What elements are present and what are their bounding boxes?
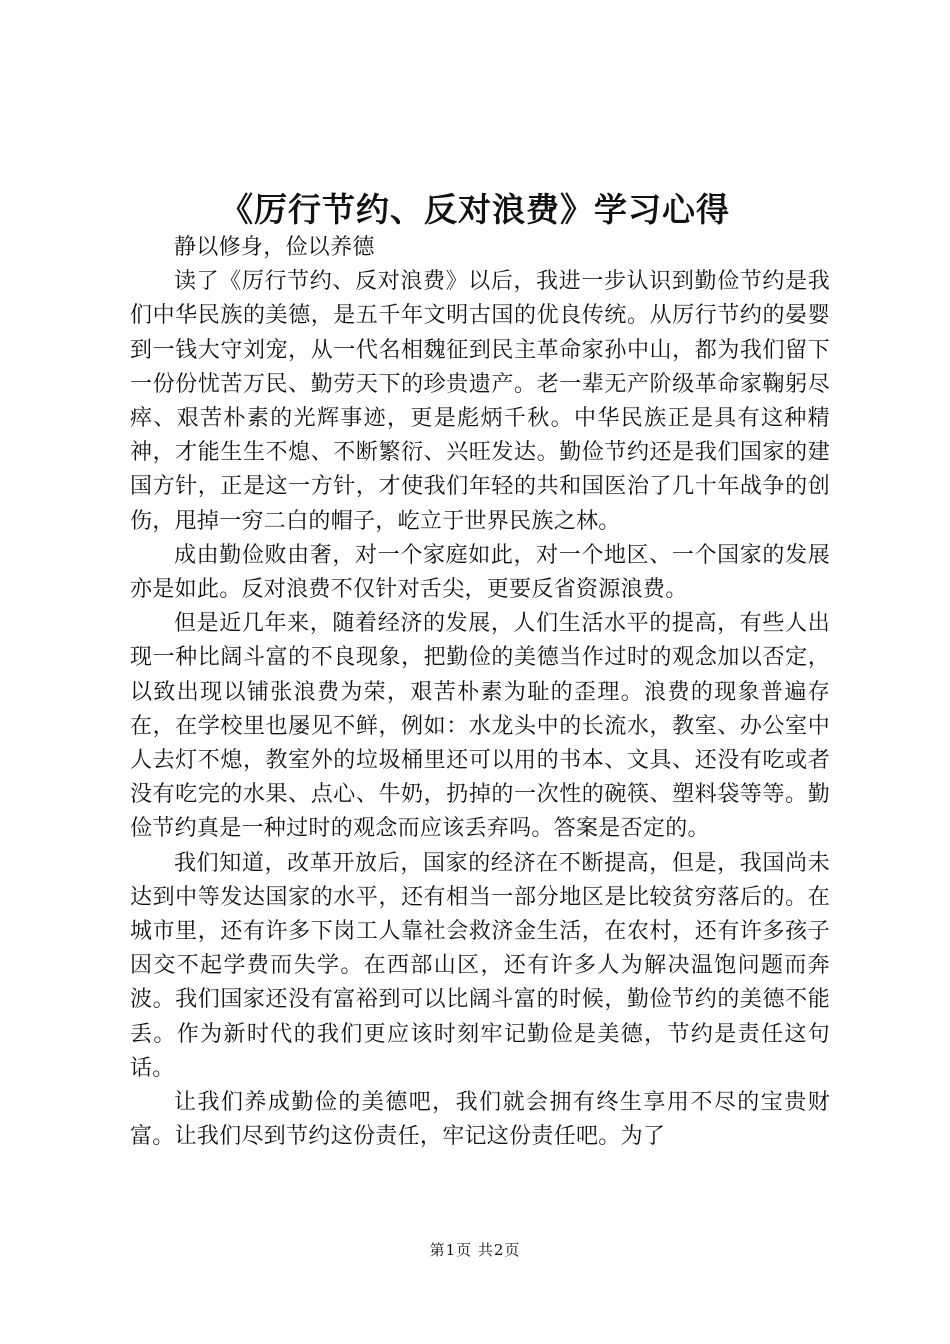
paragraph: 让我们养成勤俭的美德吧，我们就会拥有终生享用不尽的宝贵财富。让我们尽到节约这份责任，牢记这份责任吧。为了: [130, 1090, 830, 1150]
paragraph: 读了《厉行节约、反对浪费》以后，我进一步认识到勤俭节约是我们中华民族的美德，是五千年文明古国的优良传统。从厉行节约的晏婴到一钱大守刘宠，从一代名相魏征到民主革命家孙中山，都为我们留下一份份忧苦万民、勤劳天下的珍贵遗产。老一辈无产阶级革命家鞠躬尽瘁、艰苦朴素的光辉事迹，更是彪炳千秋。中华民族正是具有这种精神，才能生生不熄、不断繁衍、兴旺发达。勤俭节约还是我们国家的建国方针，正是这一方针，才使我们年轻的共和国医治了几十年战争的创伤，甩掉一穷二白的帽子，屹立于世界民族之林。: [130, 269, 830, 534]
paragraph: 但是近几年来，随着经济的发展，人们生活水平的提高，有些人出现一种比阔斗富的不良现象，把勤俭的美德当作过时的观念加以否定，以致出现以铺张浪费为荣，艰苦朴素为耻的歪理。浪费的现象普遍存在，在学校里也屡见不鲜，例如：水龙头中的长流水，教室、办公室中人去灯不熄，教室外的垃圾桶里还可以用的书本、文具、还没有吃或者没有吃完的水果、点心、牛奶，扔掉的一次性的碗筷、塑料袋等等。勤俭节约真是一种过时的观念而应该丢弃吗。答案是否定的。: [130, 611, 830, 842]
paragraph: 静以修身，俭以养德: [174, 235, 375, 260]
document-body: [130, 231, 830, 1154]
paragraph: 成由勤俭败由奢，对一个家庭如此，对一个地区、一个国家的发展亦是如此。反对浪费不仅针对舌尖，更要反省资源浪费。: [130, 542, 830, 603]
document-title: 《厉行节约、反对浪费》学习心得: [220, 190, 730, 229]
page-footer: 第1页 共2页: [429, 1241, 521, 1259]
paragraph: 我们知道，改革开放后，国家的经济在不断提高，但是，我国尚未达到中等发达国家的水平，还有相当一部分地区是比较贫穷落后的。在城市里，还有许多下岗工人靠社会救济金生活，在农村，还有许多孩子因交不起学费而失学。在西部山区，还有许多人为解决温饱问题而奔波。我们国家还没有富裕到可以比阔斗富的时候，勤俭节约的美德不能丢。作为新时代的我们更应该时刻牢记勤俭是美德，节约是责任这句话。: [130, 850, 830, 1081]
